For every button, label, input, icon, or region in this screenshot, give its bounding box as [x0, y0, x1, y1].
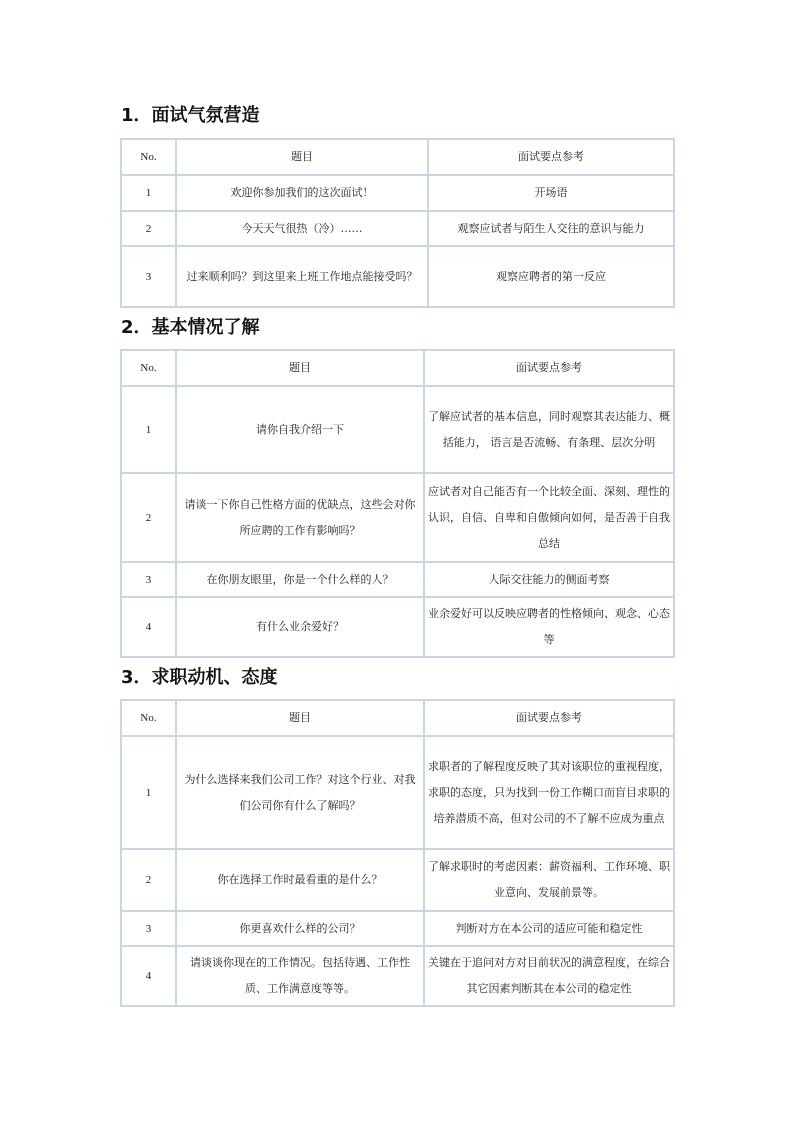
row-no: 1: [121, 386, 176, 473]
row-question: 你在选择工作时最看重的是什么？: [176, 849, 424, 911]
row-no: 2: [121, 473, 176, 562]
header-reference: 面试要点参考: [424, 700, 674, 736]
header-question: 题目: [176, 350, 424, 386]
header-question: 题目: [176, 139, 428, 175]
row-question: 过来顺利吗？到这里来上班工作地点能接受吗？: [176, 246, 428, 307]
row-no: 3: [121, 911, 176, 946]
row-reference: 业余爱好可以反映应聘者的性格倾向、观念、心态等: [424, 597, 674, 657]
header-no: No.: [121, 139, 176, 175]
table-row: [121, 562, 674, 597]
row-no: 4: [121, 946, 176, 1006]
table-row: [121, 736, 674, 849]
table-row: [121, 473, 674, 562]
row-reference: 观察应聘者的第一反应: [428, 246, 674, 307]
row-no: 3: [121, 562, 176, 597]
table-row: [121, 849, 674, 911]
row-no: 3: [121, 246, 176, 307]
row-question: 欢迎你参加我们的这次面试！: [176, 175, 428, 211]
table-row: [121, 946, 674, 1006]
row-question: 在你朋友眼里，你是一个什么样的人？: [176, 562, 424, 597]
table-row: [121, 386, 674, 473]
row-reference: 了解应试者的基本信息，同时观察其表达能力、概括能力， 语言是否流畅、有条理、层次分明: [424, 386, 674, 473]
row-question: 为什么选择来我们公司工作？对这个行业、对我们公司你有什么了解吗？: [176, 736, 424, 849]
table-row: [121, 175, 674, 211]
table-header-row: [121, 139, 674, 175]
row-reference: 了解求职时的考虑因素：薪资福利、工作环境、职业意向、发展前景等。: [424, 849, 674, 911]
header-reference: 面试要点参考: [424, 350, 674, 386]
row-question: 今天天气很热（冷）……: [176, 211, 428, 246]
table-motivation: [120, 699, 675, 1007]
row-question: 请谈谈你现在的工作情况。包括待遇、工作性质、工作满意度等等。: [176, 946, 424, 1006]
row-reference: 关键在于追问对方对目前状况的满意程度，在综合其它因素判断其在本公司的稳定性: [424, 946, 674, 1006]
row-no: 1: [121, 736, 176, 849]
row-no: 2: [121, 849, 176, 911]
table-header-row: [121, 700, 674, 736]
table-header-row: [121, 350, 674, 386]
row-reference: 开场语: [428, 175, 674, 211]
row-question: 你更喜欢什么样的公司？: [176, 911, 424, 946]
row-reference: 求职者的了解程度反映了其对该职位的重视程度，求职的态度，只为找到一份工作糊口而盲目求职的培养潜质不高，但对公司的不了解不应成为重点: [424, 736, 674, 849]
table-row: [121, 597, 674, 657]
header-no: No.: [121, 350, 176, 386]
row-no: 1: [121, 175, 176, 211]
section-title-basic-info: 2．基本情况了解: [121, 317, 260, 338]
row-reference: 应试者对自己能否有一个比较全面、深刻、理性的认识，自信、自卑和自傲倾向如何，是否善于自我总结: [424, 473, 674, 562]
row-question: 请谈一下你自己性格方面的优缺点，这些会对你所应聘的工作有影响吗？: [176, 473, 424, 562]
table-row: [121, 246, 674, 307]
header-no: No.: [121, 700, 176, 736]
section-title-atmosphere: 1．面试气氛营造: [121, 105, 260, 126]
header-question: 题目: [176, 700, 424, 736]
row-reference: 判断对方在本公司的适应可能和稳定性: [424, 911, 674, 946]
table-atmosphere: [120, 138, 675, 308]
row-reference: 观察应试者与陌生人交往的意识与能力: [428, 211, 674, 246]
row-no: 2: [121, 211, 176, 246]
section-title-motivation: 3．求职动机、态度: [121, 667, 278, 688]
row-question: 有什么业余爱好？: [176, 597, 424, 657]
row-no: 4: [121, 597, 176, 657]
row-question: 请你自我介绍一下: [176, 386, 424, 473]
table-row: [121, 911, 674, 946]
table-row: [121, 211, 674, 246]
table-basic-info: [120, 349, 675, 658]
header-reference: 面试要点参考: [428, 139, 674, 175]
row-reference: 人际交往能力的侧面考察: [424, 562, 674, 597]
